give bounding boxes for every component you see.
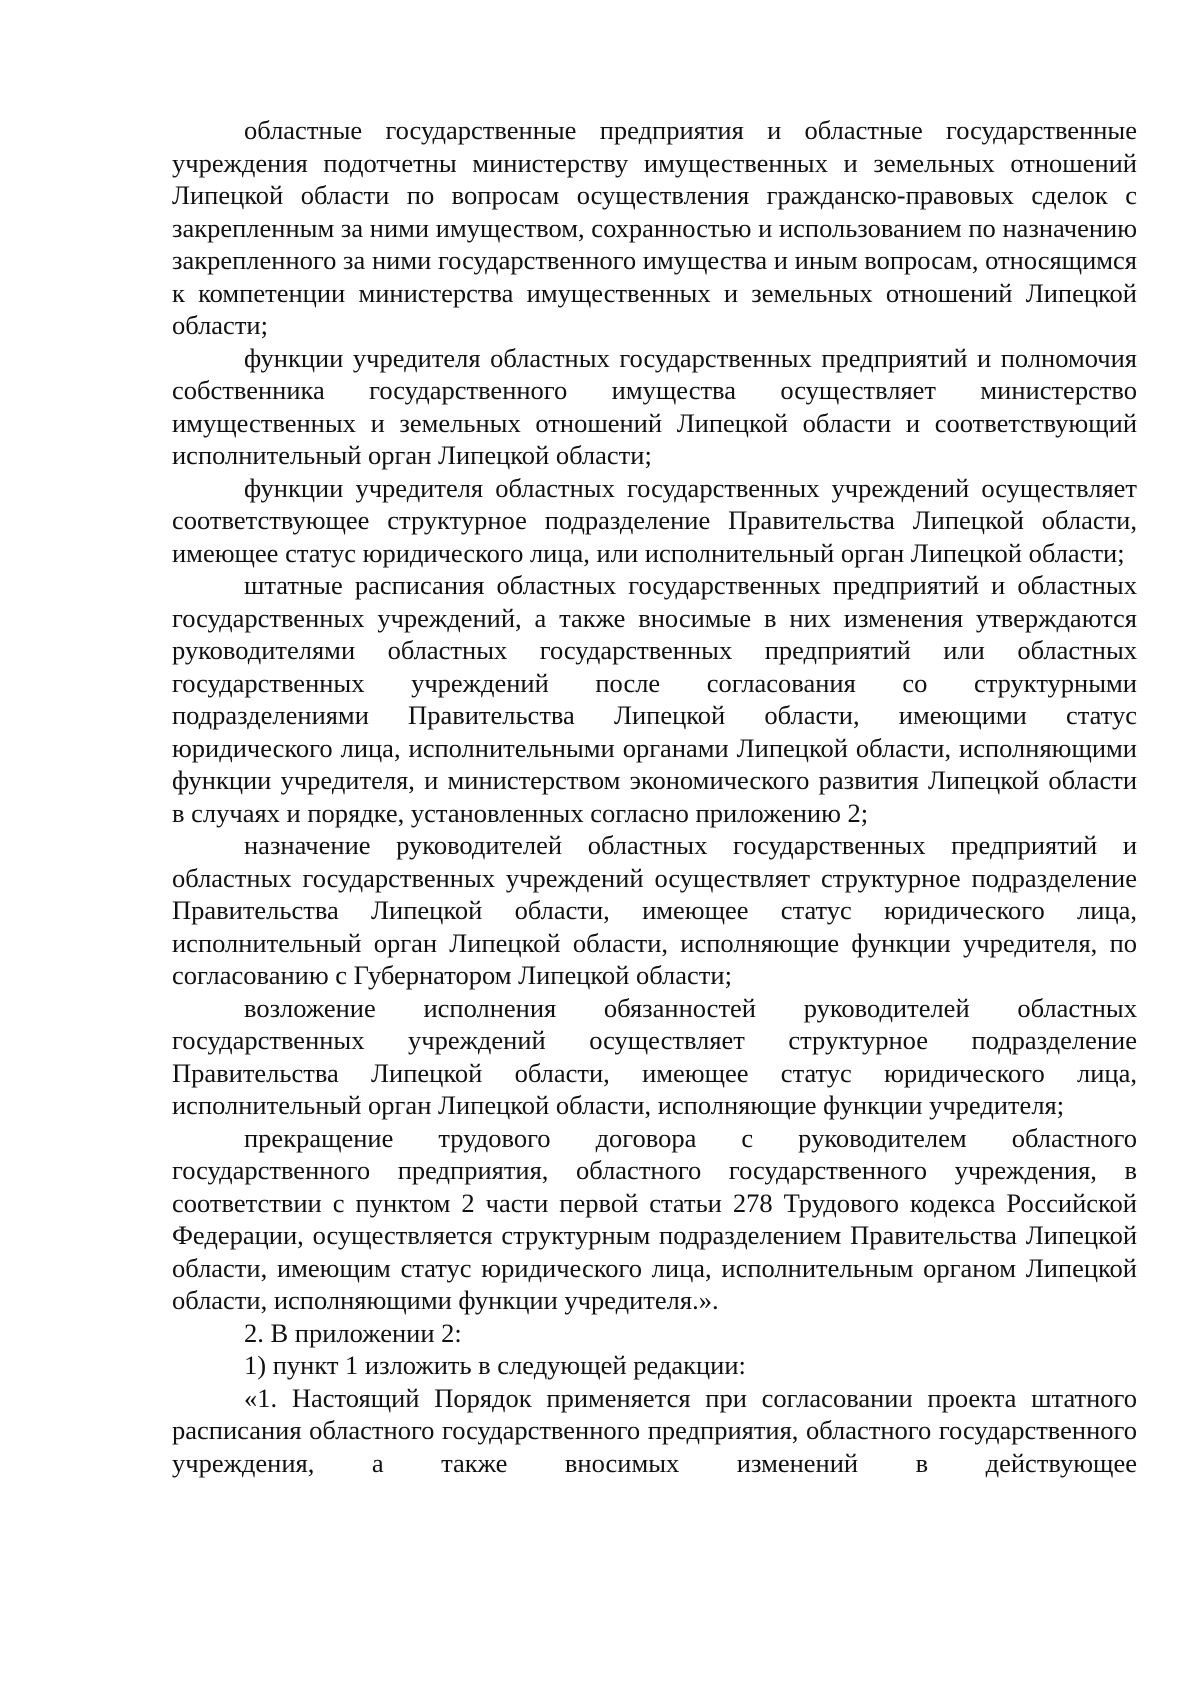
paragraph-item-1-heading: 1) пункт 1 изложить в следующей редакции: <box>244 1350 746 1380</box>
paragraph-founder-enterprises: функции учредителя областных государственных предприятий и полномочия собственника государственного имущества осуществляет министерство имущественных и земельных отношений Липецкой области и соответствующий исполнительный орган Липецкой области; <box>172 342 1137 470</box>
paragraph-termination: прекращение трудового договора с руководителем областного государственного предприятия, областного государственного учреждения, в соответствии с пунктом 2 части первой статьи 278 Трудового кодекса Российской Федерации, осуществляется структурным подразделением Правительства Липецкой области, имеющим статус юридического лица, исполнительным органом Липецкой области, исполняющими функции учредителя.». <box>172 1122 1137 1315</box>
paragraph-subordination: областные государственные предприятия и областные государственные учреждения подотчетны министерству имущественных и земельных отношений Липецкой области по вопросам осуществления гражданско-правовых сделок с закрепленным за ними имуществом, сохранностью и использованием по назначению закрепленного за ними государственного имущества и иным вопросам, относящимся к компетенции министерства имущественных и земельных отношений Липецкой области; <box>172 115 1137 340</box>
document-page <box>172 114 1137 1479</box>
paragraph-appointment: назначение руководителей областных государственных предприятий и областных государственных учреждений осуществляет структурное подразделение Правительства Липецкой области, имеющее статус юридического лица, исполнительный орган Липецкой области, исполняющие функции учредителя, по согласованию с Губернатором Липецкой области; <box>172 830 1137 990</box>
paragraph-acting-duties: возложение исполнения обязанностей руководителей областных государственных учреждений осуществляет структурное подразделение Правительства Липецкой области, имеющее статус юридического лица, исполнительный орган Липецкой области, исполняющие функции учредителя; <box>172 992 1137 1120</box>
paragraph-item-1-text: «1. Настоящий Порядок применяется при согласовании проекта штатного расписания областного государственного предприятия, областного государственного учреждения, а также вносимых изменений в действующее <box>172 1382 1137 1478</box>
paragraph-appendix-2: 2. В приложении 2: <box>244 1317 462 1348</box>
paragraph-staff-schedules: штатные расписания областных государственных предприятий и областных государственных учреждений, а также вносимые в них изменения утверждаются руководителями областных государственных предприятий или областных государственных учреждений после согласования со структурными подразделениями Правительства Липецкой области, имеющими статус юридического лица, исполнительными органами Липецкой области, исполняющими функции учредителя, и министерством экономического развития Липецкой области в случаях и порядке, установленных согласно приложению 2; <box>172 570 1137 828</box>
paragraph-founder-institutions: функции учредителя областных государственных учреждений осуществляет соответствующее структурное подразделение Правительства Липецкой области, имеющее статус юридического лица, или исполнительный орган Липецкой области; <box>172 472 1137 568</box>
